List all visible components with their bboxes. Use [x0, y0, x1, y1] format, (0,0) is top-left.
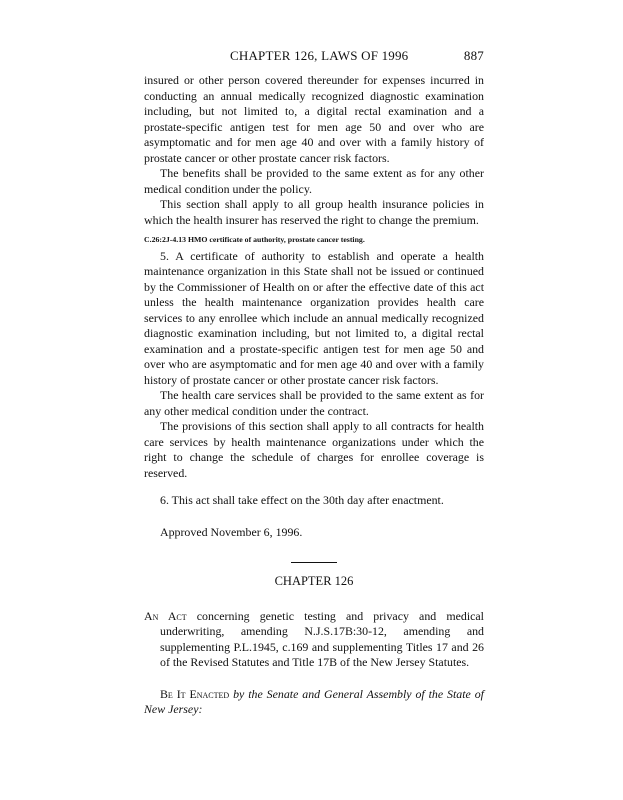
enact-text: by the Senate and General Assembly of the State of New Jersey: [144, 686, 484, 716]
paragraph-continuation: insured or other person covered thereunder for expenses incurred in conducting an annual medically recognized diagnostic examination including, but not limited to, a digital rectal examination and a prostate-specific antigen test for men age 50 and over who are asymptomatic and for men age 40 and over with a family history of prostate cancer or other prostate cancer risk factors. [144, 73, 484, 165]
page-number: 887 [463, 48, 484, 63]
page-body [144, 73, 484, 718]
paragraph-hmo-contracts: The provisions of this section shall apply to all contracts for health care services by health maintenance organizations under which the right to change the schedule of charges for enrollee coverage is reserved. [144, 419, 484, 480]
act-title [144, 609, 484, 671]
chapter-divider [291, 562, 337, 563]
approval-date: Approved November 6, 1996. [160, 524, 303, 539]
act-description: concerning genetic testing and privacy and medical underwriting, amending N.J.S.17B:30-12, amending and supplementing P.L.1945, c.169 and supplementing Titles 17 and 26 of the Revised Statutes and Title 17B of the New Jersey Statutes. [160, 608, 484, 669]
paragraph-applicability: This section shall apply to all group health insurance policies in which the health insurer has reserved the right to change the premium. [144, 197, 484, 227]
chapter-heading: CHAPTER 126 [274, 574, 354, 588]
enact-lead: Be It Enacted [160, 686, 230, 701]
running-title: CHAPTER 126, LAWS OF 1996 [230, 48, 409, 63]
section-label: C.26:2J-4.13 HMO certificate of authority, prostate cancer testing. [144, 235, 365, 244]
paragraph-hmo-services: The health care services shall be provided to the same extent as for any other medical condition under the contract. [144, 388, 484, 418]
paragraph-section-5: 5. A certificate of authority to establish and operate a health maintenance organization in this State shall not be issued or continued by the Commissioner of Health on or after the effective date of this act unless the health maintenance organization provides health care services to any enrollee which include an annual medically recognized diagnostic examination including, but not limited to, a digital rectal examination and a prostate-specific antigen test for men age 50 and over who are asymptomatic and for men age 40 and over with a family history of prostate cancer or other prostate cancer risk factors. [144, 248, 484, 387]
paragraph-benefits: The benefits shall be provided to the same extent as for any other medical condition under the policy. [144, 166, 484, 196]
enacting-clause [144, 687, 484, 718]
paragraph-effective-date: 6. This act shall take effect on the 30th day after enactment. [160, 493, 444, 507]
act-lead: An Act [144, 608, 187, 623]
